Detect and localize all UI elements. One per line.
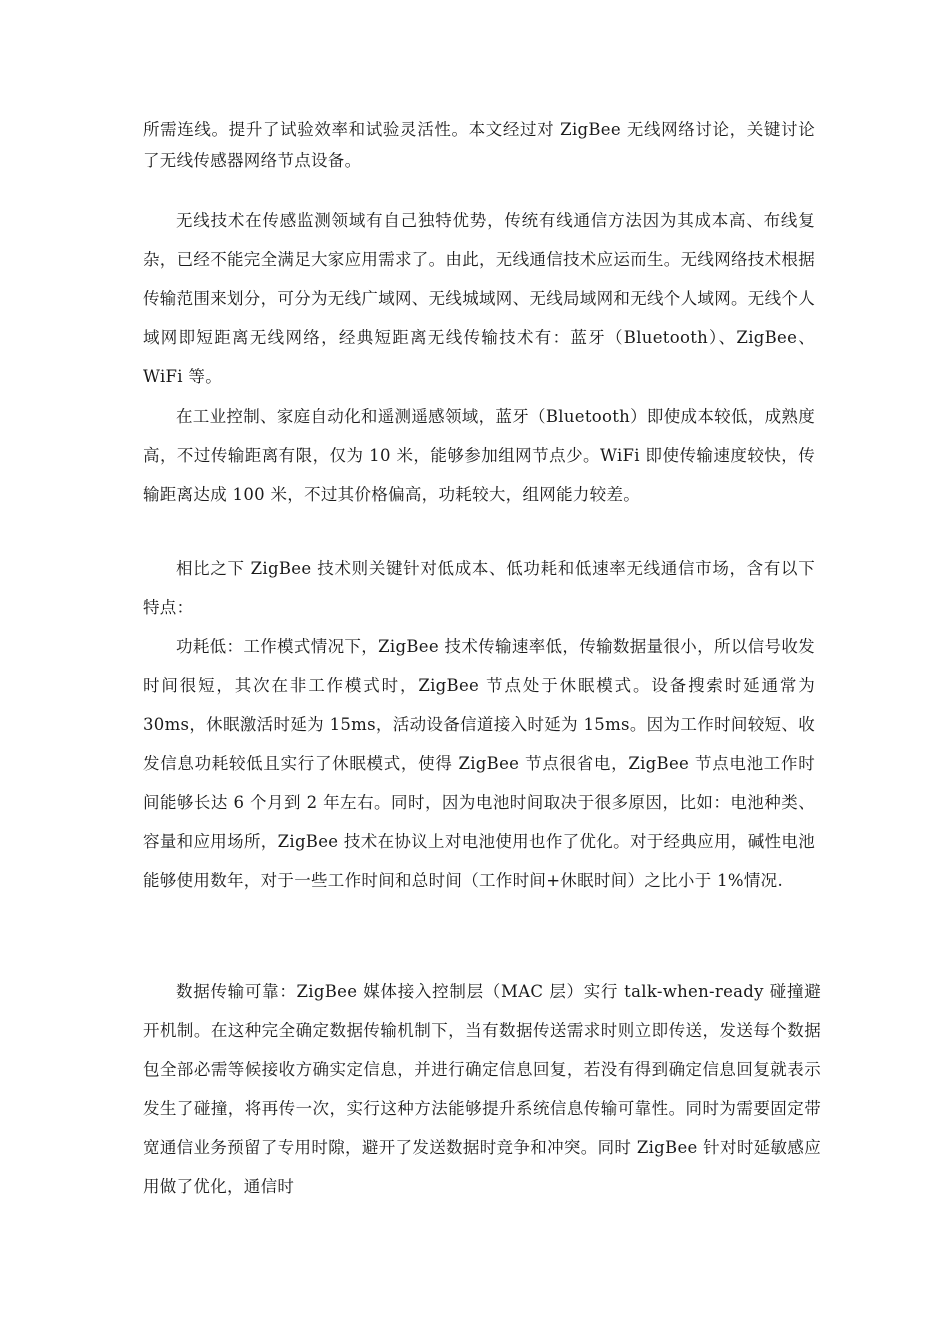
paragraph-zigbee-intro: 相比之下 ZigBee 技术则关键针对低成本、低功耗和低速率无线通信市场，含有以下特点： (143, 559, 815, 617)
paragraph-bluetooth-wifi: 在工业控制、家庭自动化和遥测遥感领域，蓝牙（Bluetooth）即使成本较低，成熟度高，不过传输距离有限，仅为 10 米，能够参加组网节点少。WiFi 即使传输速度较快，传输距离达成 100 米，不过其价格偏高，功耗较大，组网能力较差。 (143, 407, 815, 504)
paragraph-low-power: 功耗低：工作模式情况下，ZigBee 技术传输速率低，传输数据量很小，所以信号收发时间很短，其次在非工作模式时，ZigBee 节点处于休眠模式。设备搜索时延通常为 30ms，休眠激活时延为 15ms，活动设备信道接入时延为 15ms。因为工作时间较短、收发信息功耗较低且实行了休眠模式，使得 ZigBee 节点很省电，ZigBee 节点电池工作时间能够长达 6 个月到 2 年左右。同时，因为电池时间取决于很多原因，比如：电池种类、容量和应用场所，ZigBee 技术在协议上对电池使用也作了优化。对于经典应用，碱性电池能够使用数年，对于一些工作时间和总时间（工作时间+休眠时间）之比小于 1%情况. (143, 637, 815, 890)
paragraph-reliable-transmission: 数据传输可靠：ZigBee 媒体接入控制层（MAC 层）实行 talk-when-ready 碰撞避开机制。在这种完全确定数据传输机制下，当有数据传送需求时则立即传送，发送每个数据包全部必需等候接收方确实定信息，并进行确定信息回复，若没有得到确定信息回复就表示发生了碰撞，将再传一次，实行这种方法能够提升系统信息传输可靠性。同时为需要固定带宽通信业务预留了专用时隙，避开了发送数据时竞争和冲突。同时 ZigBee 针对时延敏感应用做了优化，通信时 (143, 982, 821, 1196)
paragraph-wireless-technology: 无线技术在传感监测领域有自己独特优势，传统有线通信方法因为其成本高、布线复杂，已经不能完全满足大家应用需求了。由此，无线通信技术应运而生。无线网络技术根据传输范围来划分，可分为无线广域网、无线城域网、无线局域网和无线个人域网。无线个人域网即短距离无线网络，经典短距离无线传输技术有：蓝牙（Bluetooth）、ZigBee、WiFi 等。 (143, 211, 815, 386)
paragraph-continuation: 所需连线。提升了试验效率和试验灵活性。本文经过对 ZigBee 无线网络讨论，关键讨论了无线传感器网络节点设备。 (143, 120, 815, 170)
